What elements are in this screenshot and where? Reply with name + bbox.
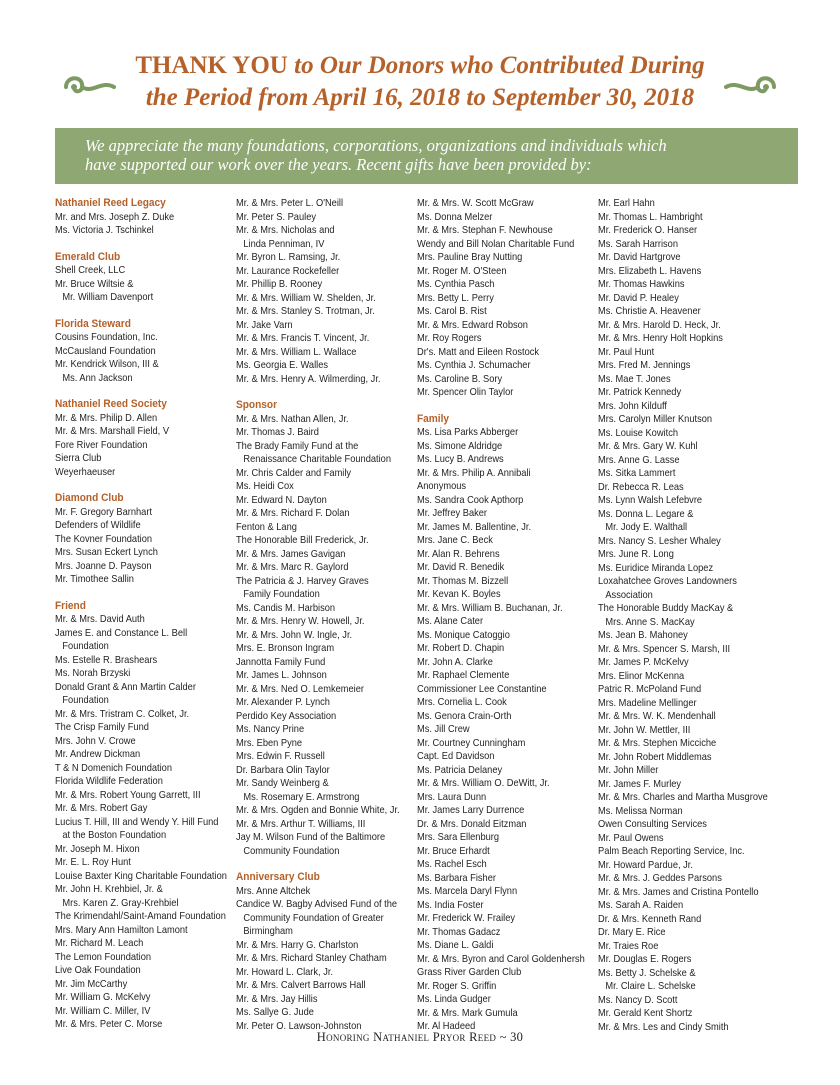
donor-entry: Mr. & Mrs. Richard F. Dolan bbox=[236, 508, 350, 519]
donor-entry: Mr. & Mrs. Robert Gay bbox=[55, 803, 148, 814]
donor-entry: Ms. Nancy D. Scott bbox=[598, 994, 678, 1006]
donor-entry: Family Foundation bbox=[243, 589, 320, 600]
page-footer bbox=[0, 1030, 840, 1045]
donor-entry: Mr. Courtney Cunningham bbox=[417, 737, 526, 749]
donor-entry: Mr. & Mrs. Gary W. Kuhl bbox=[598, 441, 698, 452]
donor-entry: Mr. Edward N. Dayton bbox=[236, 494, 327, 506]
donor-entry: Mr. & Mrs. William L. Wallace bbox=[236, 346, 357, 358]
donor-column-4 bbox=[598, 197, 768, 1034]
donor-entry: Loxahatchee Groves Landowners bbox=[598, 576, 737, 587]
donor-entry: Mrs. Betty L. Perry bbox=[417, 292, 494, 304]
donor-entry: Ms. Donna L. Legare & bbox=[598, 508, 694, 520]
donor-entry: Mr. Thomas Gadacz bbox=[417, 926, 501, 938]
category-heading: Nathaniel Reed Society bbox=[55, 398, 167, 410]
donor-entry: Mr. Laurance Rockefeller bbox=[236, 265, 340, 277]
donor-entry: Mr. James Larry Durrence bbox=[417, 805, 525, 816]
donor-column-3 bbox=[417, 197, 585, 1034]
donor-entry: The Honorable Bill Frederick, Jr. bbox=[236, 535, 369, 546]
donor-entry: Mrs. Pauline Bray Nutting bbox=[417, 252, 523, 263]
title-line1-rest: to Our Donors who Contributed During bbox=[287, 52, 705, 79]
donor-entry: Live Oak Foundation bbox=[55, 965, 141, 976]
page-title-line2: the Period from April 16, 2018 to September 30, 2018 bbox=[145, 84, 695, 111]
donor-entry: Mrs. Madeline Mellinger bbox=[598, 697, 697, 709]
donor-entry: Mr. Thomas L. Hambright bbox=[598, 211, 703, 223]
donor-entry: Ms. Genora Crain-Orth bbox=[417, 710, 512, 722]
donor-entry: Mr. & Mrs. Stephan F. Newhouse bbox=[417, 225, 553, 236]
donor-entry: Mr. Joseph M. Hixon bbox=[55, 843, 140, 855]
donor-entry: Mr. Jeffrey Baker bbox=[417, 508, 488, 519]
donor-entry: Mr. Thomas M. Bizzell bbox=[417, 575, 509, 587]
donor-entry: Mr. & Mrs. Harold D. Heck, Jr. bbox=[598, 319, 721, 331]
donor-entry: Dr. Rebecca R. Leas bbox=[598, 481, 684, 493]
donor-entry: Mr. & Mrs. Calvert Barrows Hall bbox=[236, 980, 366, 991]
donor-entry: Mr. & Mrs. Marshall Field, V bbox=[55, 426, 170, 437]
donor-entry: Dr. Mary E. Rice bbox=[598, 927, 666, 938]
donor-entry: Mr. John W. Mettler, III bbox=[598, 724, 691, 736]
donor-entry: Ms. Patricia Delaney bbox=[417, 764, 503, 776]
donor-columns bbox=[0, 197, 840, 1033]
donor-entry: Ms. Cynthia J. Schumacher bbox=[417, 360, 531, 371]
category-heading: Sponsor bbox=[236, 399, 278, 411]
donor-entry: Dr. & Mrs. Donald Eitzman bbox=[417, 818, 527, 830]
donor-entry: Linda Penniman, IV bbox=[243, 238, 325, 250]
banner-line-2: have supported our work over the years. Recent gifts have been provided by: bbox=[85, 155, 592, 174]
donor-entry: The Honorable Buddy MacKay & bbox=[598, 603, 734, 614]
donor-entry: Ms. Sarah A. Raiden bbox=[598, 900, 684, 911]
donor-entry: Mr. William C. Miller, IV bbox=[55, 1005, 151, 1017]
donor-column-2 bbox=[236, 197, 400, 1033]
donor-entry: Mrs. Sara Ellenburg bbox=[417, 832, 500, 843]
donor-entry: Ms. Mae T. Jones bbox=[598, 373, 671, 385]
donor-entry: Mr. Spencer Olin Taylor bbox=[417, 387, 514, 398]
donor-entry: The Kovner Foundation bbox=[55, 533, 153, 545]
category-heading: Family bbox=[417, 412, 450, 425]
donor-entry: Mr. & Mrs. Richard Stanley Chatham bbox=[236, 953, 387, 964]
donor-entry: Mr. & Mrs. James Gavigan bbox=[236, 548, 346, 560]
donor-entry: Florida Wildlife Federation bbox=[55, 776, 163, 787]
donor-entry: Mr. Douglas E. Rogers bbox=[598, 954, 692, 965]
donor-entry: Grass River Garden Club bbox=[417, 967, 522, 978]
donor-entry: Mr. & Mrs. Nathan Allen, Jr. bbox=[236, 413, 349, 425]
donor-entry: Mr. Richard M. Leach bbox=[55, 938, 144, 949]
donor-entry: Mr. Thomas Hawkins bbox=[598, 279, 685, 290]
donor-entry: Mr. John Miller bbox=[598, 765, 659, 776]
donor-entry: Mr. & Mrs. Nicholas and bbox=[236, 225, 335, 236]
donor-entry: Mr. & Mrs. J. Geddes Parsons bbox=[598, 873, 722, 884]
donor-entry: Ms. Jean B. Mahoney bbox=[598, 630, 688, 641]
donor-entry: Mr. & Mrs. Henry W. Howell, Jr. bbox=[236, 616, 365, 627]
donor-entry: Jay M. Wilson Fund of the Baltimore bbox=[236, 832, 386, 843]
donor-entry: Mr. Paul Owens bbox=[598, 832, 664, 844]
donor-entry: Mr. & Mrs. W. K. Mendenhall bbox=[598, 711, 716, 722]
donor-entry: Mr. & Mrs. Henry Holt Hopkins bbox=[598, 333, 723, 344]
donor-entry: Mr. & Mrs. Spencer S. Marsh, III bbox=[598, 643, 731, 655]
donor-entry: Ms. Sitka Lammert bbox=[598, 468, 676, 479]
donor-entry: Ms. Monique Catoggio bbox=[417, 629, 510, 641]
donor-entry: Mr. David R. Benedik bbox=[417, 562, 505, 573]
donor-entry: McCausland Foundation bbox=[55, 345, 156, 357]
donor-entry: The Lemon Foundation bbox=[55, 951, 152, 963]
donor-entry: Ms. Heidi Cox bbox=[236, 481, 294, 492]
donor-entry: Dr. & Mrs. Kenneth Rand bbox=[598, 913, 702, 925]
donor-entry: Mrs. Elinor McKenna bbox=[598, 670, 685, 682]
donor-entry: Ms. Melissa Norman bbox=[598, 805, 683, 817]
donor-entry: Foundation bbox=[62, 641, 109, 652]
donor-entry: Perdido Key Association bbox=[236, 710, 337, 722]
donor-entry: Mr. Alan R. Behrens bbox=[417, 548, 500, 560]
donor-entry: The Patricia & J. Harvey Graves bbox=[236, 575, 369, 587]
category-heading: Nathaniel Reed Legacy bbox=[55, 197, 166, 209]
donor-entry: Mr. Traies Roe bbox=[598, 940, 659, 952]
donor-entry: Mr. William G. McKelvy bbox=[55, 992, 151, 1003]
donor-entry: Mr. Jim McCarthy bbox=[55, 978, 128, 990]
donor-entry: Ms. Georgia E. Walles bbox=[236, 360, 329, 371]
donor-entry: Ms. Marcela Daryl Flynn bbox=[417, 886, 518, 897]
donor-entry: Ms. Alane Cater bbox=[417, 616, 484, 627]
donor-entry: Mrs. Elizabeth L. Havens bbox=[598, 265, 702, 277]
donor-entry: Mr. Earl Hahn bbox=[598, 198, 655, 209]
donor-entry: Capt. Ed Davidson bbox=[417, 751, 495, 762]
donor-entry: Ms. Sandra Cook Apthorp bbox=[417, 494, 524, 506]
donor-entry: Mr. & Mrs. Philip A. Annibali bbox=[417, 467, 531, 479]
donor-entry: Mrs. John Kilduff bbox=[598, 400, 667, 412]
donor-entry: Ms. Diane L. Galdi bbox=[417, 940, 494, 951]
donor-entry: Mr. Roger S. Griffin bbox=[417, 980, 497, 992]
donor-entry: Weyerhaeuser bbox=[55, 466, 116, 478]
donor-entry: Mr. Kevan K. Boyles bbox=[417, 589, 501, 600]
donor-entry: Mrs. Nancy S. Lesher Whaley bbox=[598, 535, 721, 547]
donor-entry: Mr. Roger M. O'Steen bbox=[417, 265, 507, 277]
donor-entry: Mr. and Mrs. Joseph Z. Duke bbox=[55, 211, 175, 223]
donor-entry: Mr. & Mrs. Henry A. Wilmerding, Jr. bbox=[236, 373, 381, 385]
donor-entry: Ms. Lisa Parks Abberger bbox=[417, 427, 519, 438]
donor-column-1 bbox=[55, 197, 227, 1032]
donor-entry: Mr. Claire L. Schelske bbox=[605, 981, 696, 992]
donor-entry: Fore River Foundation bbox=[55, 439, 148, 451]
donor-entry: Mr. Alexander P. Lynch bbox=[236, 697, 330, 708]
donor-entry: Renaissance Charitable Foundation bbox=[243, 454, 392, 465]
donor-entry: Mr. & Mrs. William O. DeWitt, Jr. bbox=[417, 778, 550, 789]
donor-entry: Mr. John H. Krehbiel, Jr. & bbox=[55, 884, 163, 895]
donor-entry: Mr. & Mrs. Harry G. Charlston bbox=[236, 939, 359, 951]
donor-entry: Patric R. McPoland Fund bbox=[598, 684, 702, 695]
donor-entry: Mrs. Eben Pyne bbox=[236, 737, 303, 749]
donor-entry: Dr. Barbara Olin Taylor bbox=[236, 764, 330, 776]
donor-entry: Fenton & Lang bbox=[236, 521, 297, 533]
donor-entry: Foundation bbox=[62, 695, 109, 706]
donor-entry: Mrs. Susan Eckert Lynch bbox=[55, 547, 158, 558]
donor-entry: Mr. & Mrs. Tristram C. Colket, Jr. bbox=[55, 708, 190, 720]
donor-entry: Mr. & Mrs. Ogden and Bonnie White, Jr. bbox=[236, 805, 400, 816]
donor-entry: Mr. Byron L. Ramsing, Jr. bbox=[236, 252, 341, 263]
donor-entry: Community Foundation bbox=[243, 845, 340, 857]
donor-entry: Mr. James P. McKelvy bbox=[598, 657, 689, 668]
donor-entry: Mrs. E. Bronson Ingram bbox=[236, 643, 335, 654]
donor-entry: Ms. Euridice Miranda Lopez bbox=[598, 562, 714, 574]
donor-entry: Mr. Sandy Weinberg & bbox=[236, 778, 329, 789]
donor-entry: Mr. Bruce Erhardt bbox=[417, 845, 490, 857]
donor-entry: Ms. Sallye G. Jude bbox=[236, 1007, 314, 1018]
donor-entry: Mr. Howard L. Clark, Jr. bbox=[236, 966, 334, 978]
donor-entry: Ms. Rachel Esch bbox=[417, 859, 487, 870]
donor-entry: Mr. Thomas J. Baird bbox=[236, 427, 319, 438]
donor-entry: Mr. & Mrs. James and Cristina Pontello bbox=[598, 886, 759, 898]
donor-entry: Palm Beach Reporting Service, Inc. bbox=[598, 846, 745, 857]
donor-entry: James E. and Constance L. Bell bbox=[55, 627, 188, 639]
category-heading: Florida Steward bbox=[55, 317, 131, 330]
donor-entry: Mrs. Karen Z. Gray-Krehbiel bbox=[62, 897, 179, 909]
donor-entry: Mr. & Mrs. William W. Shelden, Jr. bbox=[236, 292, 376, 304]
donor-entry: Mrs. Joanne D. Payson bbox=[55, 560, 152, 572]
donor-entry: Mr. Jody E. Walthall bbox=[605, 522, 688, 533]
category-heading: Diamond Club bbox=[55, 492, 124, 504]
donor-entry: Anonymous bbox=[417, 481, 467, 492]
donor-entry: Louise Baxter King Charitable Foundation bbox=[55, 870, 227, 882]
donor-entry: Association bbox=[605, 589, 653, 601]
category-heading: Friend bbox=[55, 599, 86, 612]
donor-entry: Mr. Raphael Clemente bbox=[417, 670, 510, 681]
donor-entry: Ms. Cynthia Pasch bbox=[417, 279, 495, 290]
donor-entry: Mr. & Mrs. Robert Young Garrett, III bbox=[55, 789, 201, 801]
donor-entry: Shell Creek, LLC bbox=[55, 265, 126, 276]
donor-entry: Mr. F. Gregory Barnhart bbox=[55, 506, 153, 518]
donor-entry: Mrs. Anne S. MacKay bbox=[605, 616, 695, 628]
donor-entry: Mr. Peter S. Pauley bbox=[236, 211, 317, 223]
donor-entry: Sierra Club bbox=[55, 453, 102, 464]
donor-entry: Ms. Donna Melzer bbox=[417, 211, 493, 223]
donor-entry: Mr. Jake Varn bbox=[236, 319, 293, 331]
donor-entry: Mr. & Mrs. Stephen Micciche bbox=[598, 738, 717, 749]
donor-entry: Defenders of Wildlife bbox=[55, 520, 141, 531]
donor-entry: Commissioner Lee Constantine bbox=[417, 683, 547, 695]
donor-entry: Mr. E. L. Roy Hunt bbox=[55, 857, 131, 868]
donor-entry: Ms. Lucy B. Andrews bbox=[417, 454, 504, 465]
donor-entry: Mr. David Hartgrove bbox=[598, 252, 681, 263]
donor-entry: Mrs. Fred M. Jennings bbox=[598, 360, 691, 371]
donor-entry: Mr. & Mrs. Philip D. Allen bbox=[55, 412, 158, 424]
donor-entry: T & N Domenich Foundation bbox=[55, 762, 173, 774]
donor-entry: at the Boston Foundation bbox=[62, 830, 167, 841]
donor-entry: Mr. James L. Johnson bbox=[236, 670, 327, 681]
donor-entry: Mr. William Davenport bbox=[62, 292, 154, 303]
donor-entry: Mr. Frederick O. Hanser bbox=[598, 225, 698, 236]
donor-entry: Mrs. Mary Ann Hamilton Lamont bbox=[55, 924, 188, 936]
donor-entry: Mr. Paul Hunt bbox=[598, 346, 655, 358]
donor-entry: Ms. Rosemary E. Armstrong bbox=[243, 791, 360, 803]
donor-entry: Ms. India Foster bbox=[417, 899, 484, 911]
donor-entry: Ms. Barbara Fisher bbox=[417, 872, 496, 884]
donor-entry: Mr. & Mrs. Stanley S. Trotman, Jr. bbox=[236, 306, 375, 317]
donor-entry: Mr. & Mrs. John W. Ingle, Jr. bbox=[236, 629, 353, 641]
donor-entry: Mr. & Mrs. Peter C. Morse bbox=[55, 1019, 163, 1030]
donor-entry: Owen Consulting Services bbox=[598, 819, 707, 830]
donor-entry: Mrs. John V. Crowe bbox=[55, 735, 136, 747]
donor-entry: Ms. Candis M. Harbison bbox=[236, 602, 336, 614]
donor-entry: Community Foundation of Greater bbox=[243, 912, 384, 924]
donor-entry: Ms. Nancy Prine bbox=[236, 724, 305, 735]
page-number: 30 bbox=[510, 1030, 524, 1044]
donor-entry: The Crisp Family Fund bbox=[55, 722, 149, 733]
donor-entry: Ms. Christie A. Heavener bbox=[598, 306, 701, 317]
donor-entry: Ms. Caroline B. Sory bbox=[417, 373, 503, 385]
donor-entry: Mr. & Mrs. Jay Hillis bbox=[236, 993, 318, 1005]
page-title bbox=[0, 50, 840, 82]
donor-entry: Mr. & Mrs. Marc R. Gaylord bbox=[236, 562, 349, 573]
donor-entry: Mrs. Edwin F. Russell bbox=[236, 751, 325, 762]
donor-entry: Mr. John A. Clarke bbox=[417, 656, 493, 668]
donor-entry: Mr. & Mrs. Byron and Carol Goldenhersh bbox=[417, 953, 585, 965]
donor-entry: Mr. Al Hadeed bbox=[417, 1021, 476, 1032]
donor-entry: Mrs. Jane C. Beck bbox=[417, 535, 493, 546]
donor-entry: Mr. Gerald Kent Shortz bbox=[598, 1008, 693, 1019]
donor-entry: Mr. Howard Pardue, Jr. bbox=[598, 859, 693, 871]
donor-entry: Mr. & Mrs. Edward Robson bbox=[417, 319, 528, 331]
category-heading: Anniversary Club bbox=[236, 871, 320, 883]
flourish-right-icon bbox=[722, 72, 778, 102]
donor-entry: Mr. & Mrs. Arthur T. Williams, III bbox=[236, 818, 366, 830]
donor-entry: Ms. Louise Kowitch bbox=[598, 427, 679, 439]
flourish-left-icon bbox=[62, 72, 118, 102]
appreciation-banner bbox=[55, 128, 798, 184]
donor-entry: Mrs. June R. Long bbox=[598, 549, 674, 560]
donor-entry: Lucius T. Hill, III and Wendy Y. Hill Fund bbox=[55, 816, 219, 828]
donor-entry: Ms. Sarah Harrison bbox=[598, 238, 678, 250]
donor-entry: Ms. Ann Jackson bbox=[62, 372, 133, 384]
donor-entry: Cousins Foundation, Inc. bbox=[55, 332, 158, 343]
donor-entry: Mr. Roy Rogers bbox=[417, 333, 482, 344]
donor-entry: Ms. Lynn Walsh Lefebvre bbox=[598, 495, 703, 506]
donor-entry: Mrs. Cornelia L. Cook bbox=[417, 697, 507, 708]
banner-text bbox=[85, 136, 785, 174]
donor-entry: Mr. Kendrick Wilson, III & bbox=[55, 359, 159, 370]
donor-entry: Mr. & Mrs. Francis T. Vincent, Jr. bbox=[236, 333, 370, 344]
category-heading: Emerald Club bbox=[55, 250, 121, 263]
footer-separator: ~ bbox=[496, 1030, 511, 1044]
donor-entry: The Brady Family Fund at the bbox=[236, 440, 359, 452]
banner-line-1: We appreciate the many foundations, corporations, organizations and individuals which bbox=[85, 136, 667, 155]
donor-entry: Ms. Norah Brzyski bbox=[55, 668, 131, 679]
donor-entry: Wendy and Bill Nolan Charitable Fund bbox=[417, 238, 575, 250]
donor-entry: Mr. Andrew Dickman bbox=[55, 749, 141, 760]
donor-entry: Mr. Chris Calder and Family bbox=[236, 467, 352, 479]
donor-entry: Mr. & Mrs. Ned O. Lemkemeier bbox=[236, 683, 364, 695]
footer-label: Honoring Nathaniel Pryor Reed bbox=[316, 1030, 497, 1044]
donor-entry: Ms. Estelle R. Brashears bbox=[55, 654, 158, 666]
donor-entry: Candice W. Bagby Advised Fund of the bbox=[236, 899, 398, 910]
donor-entry: Mr. & Mrs. W. Scott McGraw bbox=[417, 198, 534, 209]
donor-entry: Mr. Peter O. Lawson-Johnston bbox=[236, 1020, 362, 1032]
donor-entry: Mr. & Mrs. David Auth bbox=[55, 614, 145, 625]
donor-entry: Mr. John Robert Middlemas bbox=[598, 751, 712, 763]
donor-entry: Mr. James F. Murley bbox=[598, 778, 682, 790]
donor-entry: Mr. & Mrs. Mark Gumula bbox=[417, 1007, 518, 1019]
donor-entry: Ms. Carol B. Rist bbox=[417, 306, 487, 317]
donor-entry: Mrs. Anne G. Lasse bbox=[598, 454, 680, 466]
donor-entry: Mr. David P. Healey bbox=[598, 292, 679, 304]
donor-entry: Mr. Bruce Wiltsie & bbox=[55, 278, 134, 290]
donor-entry: Ms. Victoria J. Tschinkel bbox=[55, 225, 154, 236]
donor-entry: Mrs. Anne Altchek bbox=[236, 885, 311, 897]
donor-entry: Mr. & Mrs. Charles and Martha Musgrove bbox=[598, 792, 768, 803]
donor-entry: Donald Grant & Ann Martin Calder bbox=[55, 681, 196, 693]
donor-entry: Mr. Robert D. Chapin bbox=[417, 643, 505, 654]
donor-entry: Mrs. Laura Dunn bbox=[417, 791, 487, 803]
donor-entry: Ms. Simone Aldridge bbox=[417, 440, 503, 452]
donor-entry: Mr. & Mrs. Peter L. O'Neill bbox=[236, 198, 344, 209]
donor-entry: Mr. James M. Ballentine, Jr. bbox=[417, 521, 532, 533]
donor-entry: Dr's. Matt and Eileen Rostock bbox=[417, 346, 540, 358]
donor-entry: Ms. Jill Crew bbox=[417, 724, 470, 735]
donor-entry: Mrs. Carolyn Miller Knutson bbox=[598, 414, 713, 425]
donor-entry: The Krimendahl/Saint-Amand Foundation bbox=[55, 911, 226, 922]
title-thank-you: THANK YOU bbox=[135, 52, 288, 79]
donor-entry: Jannotta Family Fund bbox=[236, 656, 326, 668]
donor-entry: Mr. & Mrs. Les and Cindy Smith bbox=[598, 1021, 729, 1033]
donor-entry: Birmingham bbox=[243, 926, 293, 937]
donor-entry: Mr. Phillip B. Rooney bbox=[236, 279, 323, 290]
donor-entry: Ms. Betty J. Schelske & bbox=[598, 967, 696, 979]
page-header bbox=[0, 50, 840, 114]
donor-entry: Mr. Patrick Kennedy bbox=[598, 387, 682, 398]
donor-entry: Mr. & Mrs. William B. Buchanan, Jr. bbox=[417, 602, 563, 614]
donor-entry: Mr. Timothee Sallin bbox=[55, 574, 134, 585]
donor-entry: Mr. Frederick W. Frailey bbox=[417, 913, 516, 924]
donor-entry: Ms. Linda Gudger bbox=[417, 994, 491, 1005]
